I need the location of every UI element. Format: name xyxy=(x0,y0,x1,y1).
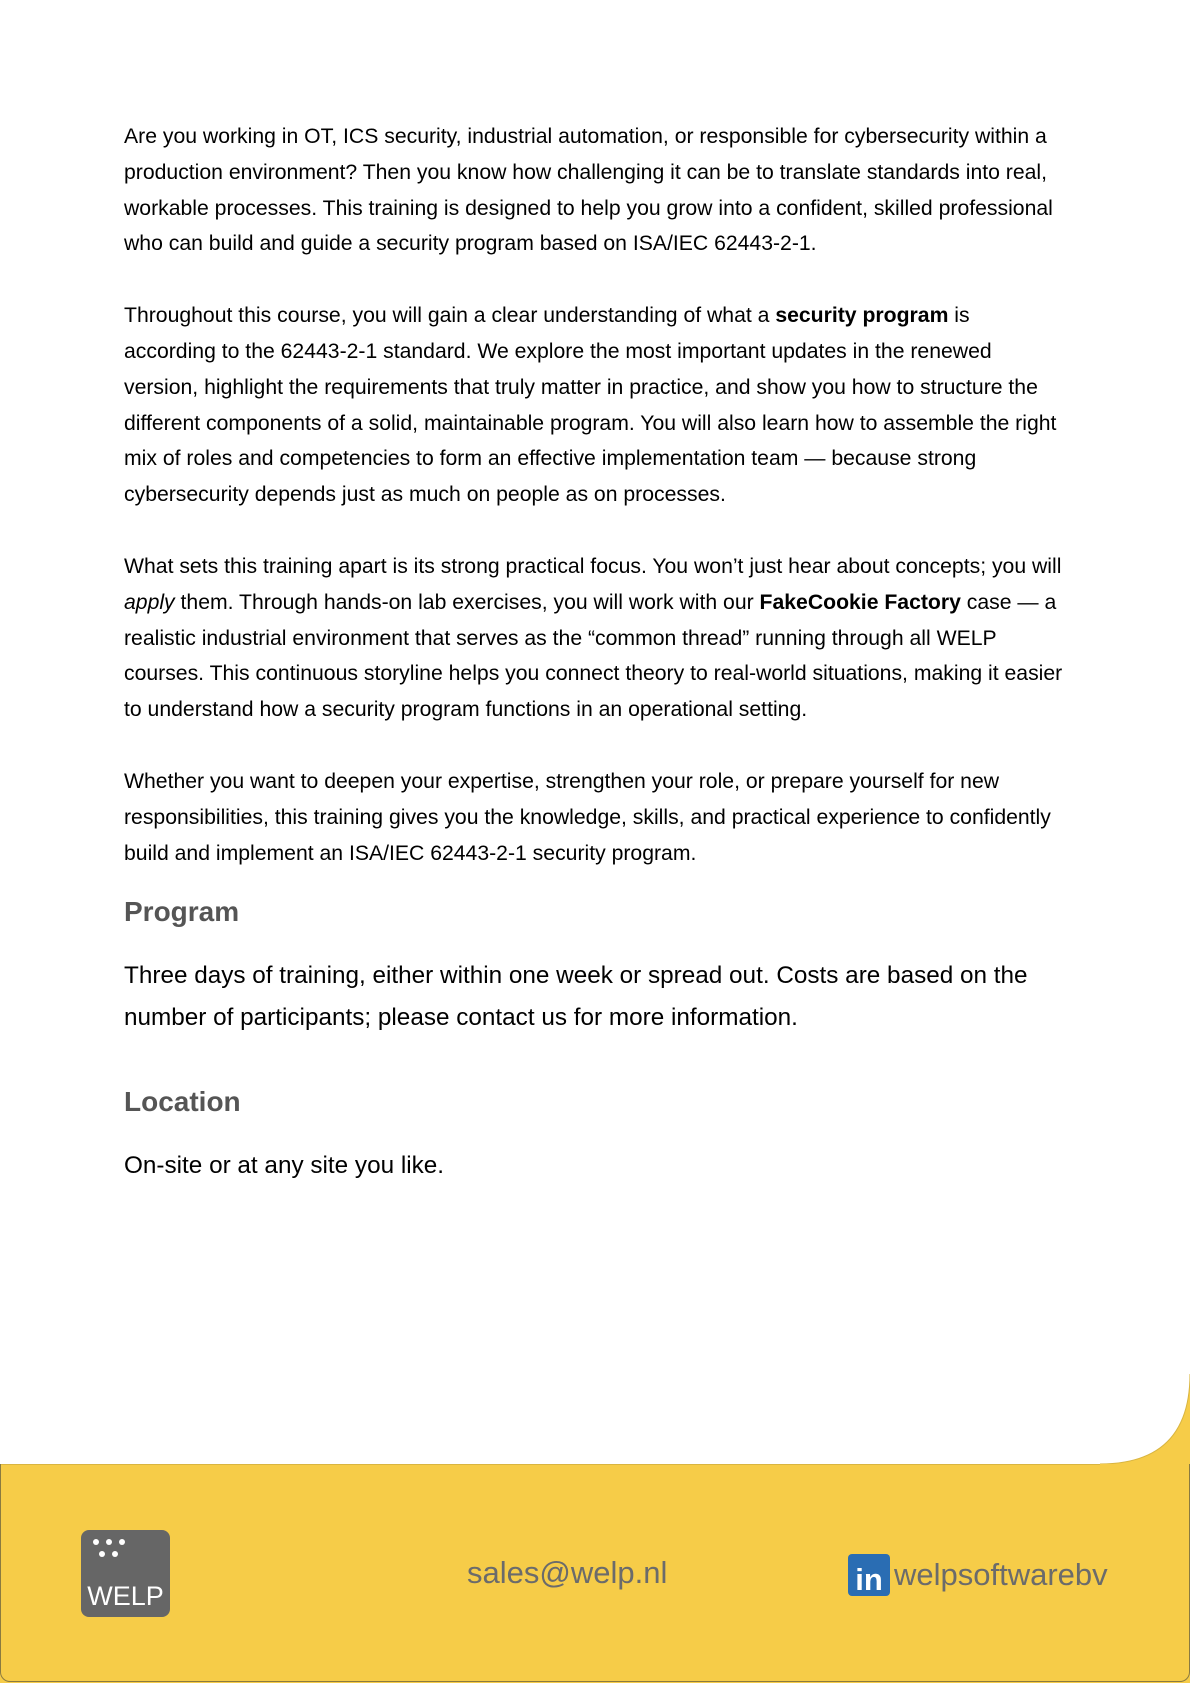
logo-dot xyxy=(99,1551,105,1557)
course-overview-paragraph xyxy=(124,298,1064,513)
practical-focus-paragraph xyxy=(124,549,1064,728)
program-text: Three days of training, either within one week or spread out. Costs are based on the number of participants; please contact us for more information. xyxy=(124,961,1028,1031)
italic-term-apply: apply xyxy=(124,590,175,614)
text-run: Throughout this course, you will gain a clear understanding of what a xyxy=(124,304,776,328)
location-text: On-site or at any site you like. xyxy=(124,1151,445,1179)
text-run: case — a realistic industrial environment that serves as the “common thread” running through all WELP courses. This continuous storyline helps you connect theory to real-world situations, making it easier to understand how a security program functions in an operational setting. xyxy=(124,590,1063,722)
bold-term-security-program: security program xyxy=(775,304,949,328)
linkedin-link[interactable] xyxy=(848,1552,1108,1597)
location-heading: Location xyxy=(124,1085,241,1117)
bold-term-fakecookie-factory: FakeCookie Factory xyxy=(759,590,961,614)
text-run: What sets this training apart is its strong practical focus. You won’t just hear about concepts; you will xyxy=(124,554,1062,578)
main-content xyxy=(124,119,1064,1187)
logo-dot xyxy=(93,1539,99,1545)
text-run: is according to the 62443-2-1 standard. We explore the most important updates in the renewed version, highlight the requirements that truly matter in practice, and show you how to structure the different components of a solid, maintainable program. You will also learn how to assemble the right mix of roles and competencies to form an effective implementation team — because strong cybersecurity depends just as much on people as on processes. xyxy=(124,304,1057,507)
text-run: them. Through hands-on lab exercises, you will work with our xyxy=(174,590,760,614)
logo-dot xyxy=(119,1539,125,1545)
linkedin-handle: welpsoftwarebv xyxy=(894,1556,1108,1592)
logo-dot xyxy=(112,1551,118,1557)
logo-dot xyxy=(106,1539,112,1545)
program-heading: Program xyxy=(124,896,240,928)
contact-email-link[interactable]: sales@welp.nl xyxy=(467,1555,668,1590)
linkedin-icon: in xyxy=(848,1554,890,1596)
welp-logo xyxy=(81,1530,170,1617)
footer-curve xyxy=(0,1264,1190,1464)
logo-wordmark: WELP xyxy=(87,1581,164,1611)
closing-paragraph: Whether you want to deepen your expertise, strengthen your role, or prepare yourself for new responsibilities, this training gives you the knowledge, skills, and practical experience to confidently build and implement an ISA/IEC 62443-2-1 security program. xyxy=(124,769,1051,865)
footer-divider xyxy=(0,1464,1100,1465)
intro-paragraph: Are you working in OT, ICS security, industrial automation, or responsible for cybersecurity within a production environment? Then you know how challenging it can be to translate standards into real, workable processes. This training is designed to help you grow into a confident, skilled professional who can build and guide a security program based on ISA/IEC 62443-2-1. xyxy=(124,125,1053,256)
